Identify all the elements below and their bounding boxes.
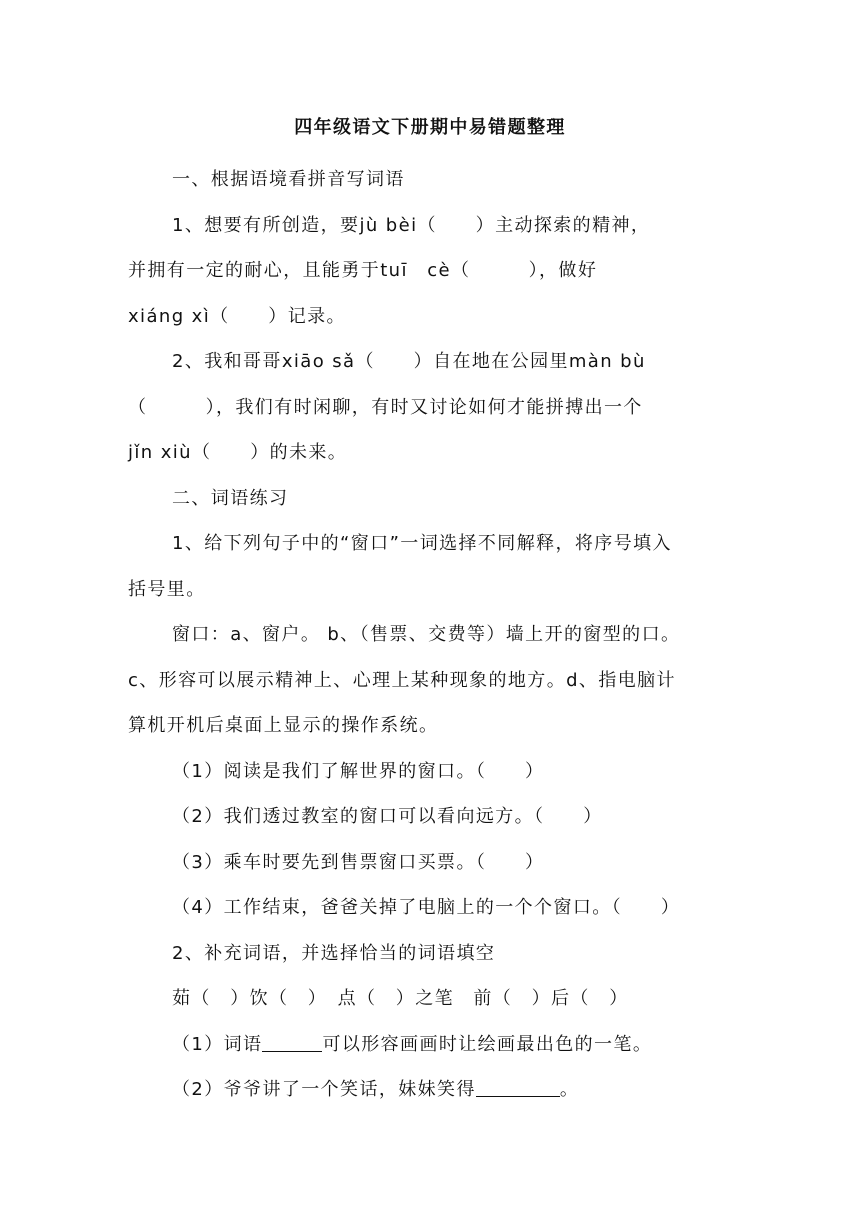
section-1-heading: 一、根据语境看拼音写词语 — [172, 169, 405, 190]
s2-q1-item-1: （1）阅读是我们了解世界的窗口。（ ） — [172, 760, 545, 782]
s1-q2-line2: （ ），我们有时闲聊，有时又讨论如何才能拼搏出一个 — [128, 396, 643, 418]
s2-q1-item-2: （2）我们透过教室的窗口可以看向远方。（ ） — [172, 806, 603, 827]
s2-q1-item-3: （3）乘车时要先到售票窗口买票。（ ） — [172, 851, 545, 873]
s2-q2-item-1-text-after: 可以形容画画时让绘画最出色的一笔。 — [322, 1033, 653, 1055]
section-2-heading: 二、词语练习 — [172, 487, 289, 509]
s2-q2-word-list: 茹（ ）饮（ ） 点（ ）之笔 前（ ）后（ ） — [172, 988, 629, 1009]
s2-q1-definition-line1: 窗口：a、窗户。 b、（售票、交费等）墙上开的窗型的口。 — [172, 624, 681, 645]
s2-q2-item-2 — [128, 1067, 732, 1113]
s1-q2-line1: 2、我和哥哥xiāo sǎ（ ）自在地在公园里màn bù — [172, 351, 646, 372]
s1-q2-line3: jǐn xiù（ ）的未来。 — [128, 442, 348, 463]
s1-q1-line3: xiáng xì（ ）记录。 — [128, 305, 346, 327]
answer-blank-underline[interactable] — [476, 1078, 560, 1097]
s2-q1-definition-line3: 算机开机后桌面上显示的操作系统。 — [128, 715, 439, 736]
s2-q2-item-2-text-after: 。 — [559, 1079, 580, 1100]
s2-q2-item-1-text-before: （1）词语 — [172, 1033, 263, 1055]
s1-q1-line2: 并拥有一定的耐心，且能勇于tuī cè（ ），做好 — [128, 260, 598, 281]
s2-q2-item-2-text-before: （2）爷爷讲了一个笑话，妹妹笑得 — [172, 1079, 476, 1100]
s2-q1-item-4: （4）工作结束，爸爸关掉了电脑上的一个个窗口。（ ） — [172, 897, 681, 918]
s1-q1-line1: 1、想要有所创造，要jù bèi（ ）主动探索的精神， — [172, 214, 651, 236]
s2-q2-instruction: 2、补充词语，并选择恰当的词语填空 — [172, 942, 496, 964]
s2-q2-item-1 — [128, 1022, 732, 1068]
s2-q1-instruction-line1: 1、给下列句子中的“窗口”一词选择不同解释，将序号填入 — [172, 533, 672, 554]
answer-blank-underline[interactable] — [262, 1033, 322, 1052]
document-title: 四年级语文下册期中易错题整理 — [294, 117, 566, 138]
s2-q1-instruction-line2: 括号里。 — [128, 578, 206, 600]
s2-q1-definition-line2: c、形容可以展示精神上、心理上某种现象的地方。d、指电脑计 — [128, 669, 676, 691]
